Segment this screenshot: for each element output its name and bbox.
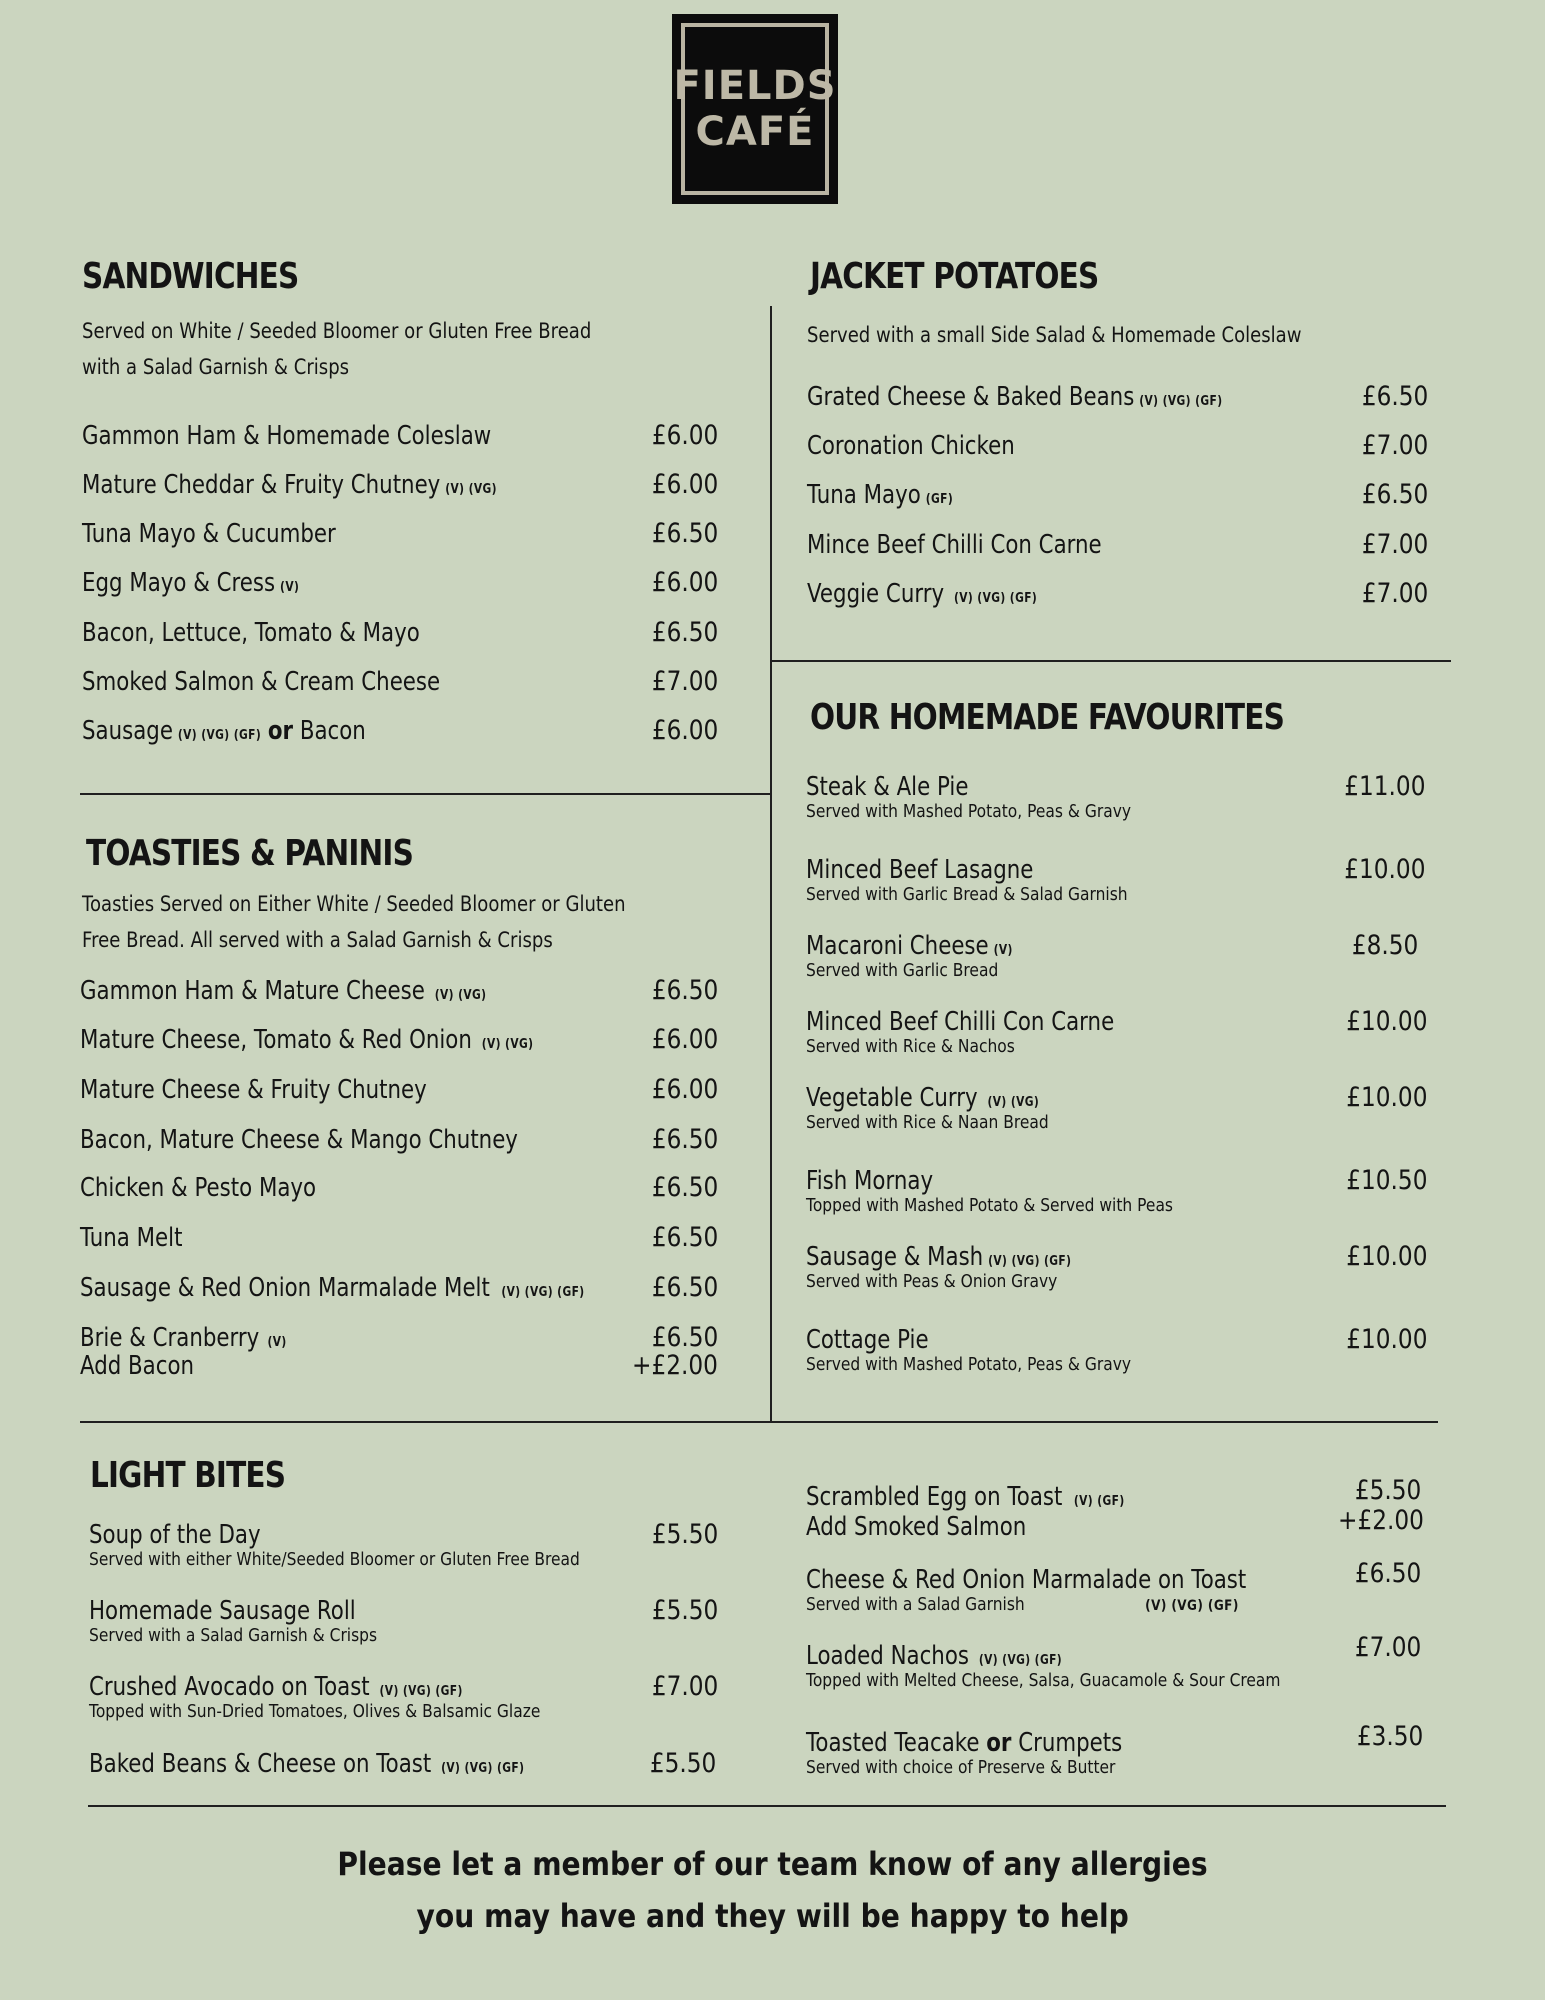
item-name: Cottage Pie xyxy=(806,1325,929,1355)
item-name-alt: Crumpets xyxy=(1018,1728,1123,1758)
item-name: Cheese & Red Onion Marmalade on Toast xyxy=(806,1565,1247,1595)
divider-jacket-bottom xyxy=(772,660,1451,662)
divider-main-bottom xyxy=(80,1421,1438,1423)
item-name: Egg Mayo & Cress xyxy=(82,568,276,598)
item-name: Gammon Ham & Homemade Coleslaw xyxy=(82,421,492,451)
item-name: Tuna Mayo xyxy=(807,480,921,510)
item-name: Grated Cheese & Baked Beans xyxy=(807,382,1135,412)
item-description: Topped with Sun-Dried Tomatoes, Olives & Balsamic Glaze xyxy=(89,1701,541,1722)
item-price: £3.50 xyxy=(1356,1721,1423,1752)
dietary-tags: (V) (VG) (GF) xyxy=(501,1285,585,1300)
item-price: £7.00 xyxy=(651,666,718,697)
section-title-jacket-potatoes: JACKET POTATOES xyxy=(810,256,1099,297)
item-name: Homemade Sausage Roll xyxy=(89,1596,356,1626)
item-description: Served with a Salad Garnish & Crisps xyxy=(89,1625,378,1646)
item-name: Sausage & Mash xyxy=(806,1242,984,1272)
item-name: Toasted Teacake xyxy=(806,1728,980,1758)
item-price: £6.00 xyxy=(651,1024,718,1055)
dietary-tags: (V) xyxy=(280,580,300,595)
addon-price: +£2.00 xyxy=(632,1350,718,1381)
divider-lightbites-bottom xyxy=(88,1805,1446,1807)
item-name: Mature Cheddar & Fruity Chutney xyxy=(82,470,441,500)
item-price: £10.00 xyxy=(1343,854,1425,885)
item-price: £6.00 xyxy=(651,420,718,451)
divider-sandwiches-bottom xyxy=(80,793,770,795)
dietary-tags: (V) (VG) (GF) xyxy=(177,728,262,743)
section-title-light-bites: LIGHT BITES xyxy=(90,1455,286,1496)
item-description: Served with choice of Preserve & Butter xyxy=(806,1757,1116,1778)
dietary-tags: (V) (VG) (GF) xyxy=(1145,1598,1239,1614)
allergy-notice-line2 xyxy=(0,1890,1545,1942)
item-description: Served with Mashed Potato, Peas & Gravy xyxy=(806,1354,1132,1375)
dietary-tags: (V) (VG) (GF) xyxy=(1139,394,1223,409)
item-price: £10.00 xyxy=(1345,1082,1427,1113)
sandwiches-subtitle-2: with a Salad Garnish & Crisps xyxy=(82,355,350,379)
item-name: Coronation Chicken xyxy=(807,431,1015,461)
dietary-tags: (V) (VG) xyxy=(987,1095,1040,1110)
dietary-tags: (V) (VG) xyxy=(445,482,497,497)
or-conjunction: or xyxy=(267,716,294,746)
item-price: £6.50 xyxy=(651,975,718,1006)
item-name: Chicken & Pesto Mayo xyxy=(80,1173,317,1203)
section-title-favourites: OUR HOMEMADE FAVOURITES xyxy=(810,697,1285,738)
item-price: £6.50 xyxy=(651,1222,718,1253)
item-price: £10.50 xyxy=(1345,1165,1427,1196)
item-price: £6.00 xyxy=(651,469,718,500)
item-price: £8.50 xyxy=(1351,930,1418,961)
sandwiches-subtitle-1: Served on White / Seeded Bloomer or Gluten Free Bread xyxy=(82,319,592,343)
item-price: £11.00 xyxy=(1343,771,1425,802)
or-conjunction: or xyxy=(986,1728,1012,1758)
item-name: Smoked Salmon & Cream Cheese xyxy=(82,667,441,697)
item-name: Bacon, Lettuce, Tomato & Mayo xyxy=(82,618,420,648)
item-description: Served with Rice & Naan Bread xyxy=(806,1112,1049,1133)
item-price: £7.00 xyxy=(1361,430,1428,461)
item-name: Veggie Curry xyxy=(807,579,945,609)
item-price: £5.50 xyxy=(1354,1475,1421,1506)
item-description: Served with Garlic Bread xyxy=(806,960,999,981)
allergy-notice-text-1: Please let a member of our team know of any allergies xyxy=(337,1845,1208,1883)
item-price: £6.50 xyxy=(1354,1558,1421,1589)
item-price: £6.00 xyxy=(651,715,718,746)
item-price: £6.50 xyxy=(1361,479,1428,510)
item-name: Bacon, Mature Cheese & Mango Chutney xyxy=(80,1125,518,1155)
item-description: Topped with Mashed Potato & Served with Peas xyxy=(806,1195,1174,1216)
jacket-subtitle: Served with a small Side Salad & Homemade Coleslaw xyxy=(807,323,1302,347)
item-description: Served with either White/Seeded Bloomer or Gluten Free Bread xyxy=(89,1549,580,1570)
item-name: Tuna Melt xyxy=(80,1223,183,1253)
item-price: £6.50 xyxy=(1361,381,1428,412)
dietary-tags: (V) xyxy=(993,943,1013,958)
logo-text-line2: CAFÉ xyxy=(695,109,815,155)
item-price: £6.00 xyxy=(651,1074,718,1105)
item-price: £7.00 xyxy=(1361,578,1428,609)
item-name: Mature Cheese & Fruity Chutney xyxy=(80,1075,427,1105)
dietary-tags: (GF) xyxy=(925,492,954,507)
item-price: £5.50 xyxy=(651,1519,718,1550)
addon-name: Add Bacon xyxy=(80,1351,195,1381)
item-name: Loaded Nachos xyxy=(806,1641,969,1671)
item-name: Brie & Cranberry xyxy=(80,1323,260,1353)
item-price: £7.00 xyxy=(651,1671,718,1702)
dietary-tags: (V) (VG) xyxy=(481,1037,534,1052)
item-description: Served with Mashed Potato, Peas & Gravy xyxy=(806,801,1132,822)
allergy-notice-line1 xyxy=(0,1838,1545,1890)
dietary-tags: (V) (GF) xyxy=(1073,1494,1125,1509)
item-price: £6.50 xyxy=(651,1172,718,1203)
item-name: Soup of the Day xyxy=(89,1520,261,1550)
item-price: £7.00 xyxy=(1361,529,1428,560)
item-price: £6.50 xyxy=(651,1272,718,1303)
item-price: £5.50 xyxy=(651,1595,718,1626)
item-price: £10.00 xyxy=(1345,1241,1427,1272)
item-name: Minced Beef Chilli Con Carne xyxy=(806,1007,1115,1037)
column-divider xyxy=(770,306,772,1422)
toasties-subtitle-2: Free Bread. All served with a Salad Garnish & Crisps xyxy=(82,928,553,952)
item-price: £6.00 xyxy=(651,567,718,598)
item-name: Gammon Ham & Mature Cheese xyxy=(80,976,425,1006)
item-name-alt: Bacon xyxy=(299,716,366,746)
dietary-tags: (V) (VG) (GF) xyxy=(441,1761,525,1776)
dietary-tags: (V) (VG) (GF) xyxy=(953,591,1038,606)
dietary-tags: (V) xyxy=(267,1335,287,1350)
item-name: Sausage & Red Onion Marmalade Melt xyxy=(80,1273,490,1303)
item-name: Macaroni Cheese xyxy=(806,931,989,961)
item-price: £10.00 xyxy=(1345,1006,1427,1037)
item-name: Baked Beans & Cheese on Toast xyxy=(89,1749,432,1779)
dietary-tags: (V) (VG) (GF) xyxy=(379,1684,463,1699)
item-description: Served with Rice & Nachos xyxy=(806,1036,1015,1057)
item-price: £6.50 xyxy=(651,1124,718,1155)
dietary-tags: (V) (VG) (GF) xyxy=(988,1254,1072,1269)
item-name: Minced Beef Lasagne xyxy=(806,855,1034,885)
item-description: Served with Garlic Bread & Salad Garnish xyxy=(806,884,1128,905)
allergy-notice-text-2: you may have and they will be happy to help xyxy=(416,1897,1129,1935)
item-name: Crushed Avocado on Toast xyxy=(89,1672,370,1702)
dietary-tags: (V) (VG) (GF) xyxy=(978,1653,1063,1668)
item-name: Vegetable Curry xyxy=(806,1083,978,1113)
item-name: Scrambled Egg on Toast xyxy=(806,1482,1063,1512)
cafe-logo xyxy=(672,14,838,204)
item-name: Tuna Mayo & Cucumber xyxy=(82,519,336,549)
item-name: Fish Mornay xyxy=(806,1166,934,1196)
item-price: £6.50 xyxy=(651,1322,718,1353)
dietary-tags: (V) (VG) xyxy=(434,988,487,1003)
item-name: Steak & Ale Pie xyxy=(806,772,969,802)
item-price: £7.00 xyxy=(1354,1632,1421,1663)
item-description: Topped with Melted Cheese, Salsa, Guacamole & Sour Cream xyxy=(806,1670,1281,1691)
item-name: Sausage xyxy=(82,716,173,746)
item-price: £5.50 xyxy=(649,1748,716,1779)
item-price: £6.50 xyxy=(651,617,718,648)
item-name: Mince Beef Chilli Con Carne xyxy=(807,530,1102,560)
section-title-toasties: TOASTIES & PANINIS xyxy=(86,833,414,874)
item-description: Served with Peas & Onion Gravy xyxy=(806,1271,1058,1292)
section-title-sandwiches: SANDWICHES xyxy=(82,256,299,297)
item-price: £6.50 xyxy=(651,518,718,549)
logo-text-line1: FIELDS xyxy=(673,63,837,109)
addon-name: Add Smoked Salmon xyxy=(806,1512,1027,1542)
item-price: £10.00 xyxy=(1345,1324,1427,1355)
toasties-subtitle-1: Toasties Served on Either White / Seeded Bloomer or Gluten xyxy=(82,892,626,916)
addon-price: +£2.00 xyxy=(1338,1505,1424,1536)
item-name: Mature Cheese, Tomato & Red Onion xyxy=(80,1025,472,1055)
item-description: Served with a Salad Garnish xyxy=(806,1594,1025,1615)
